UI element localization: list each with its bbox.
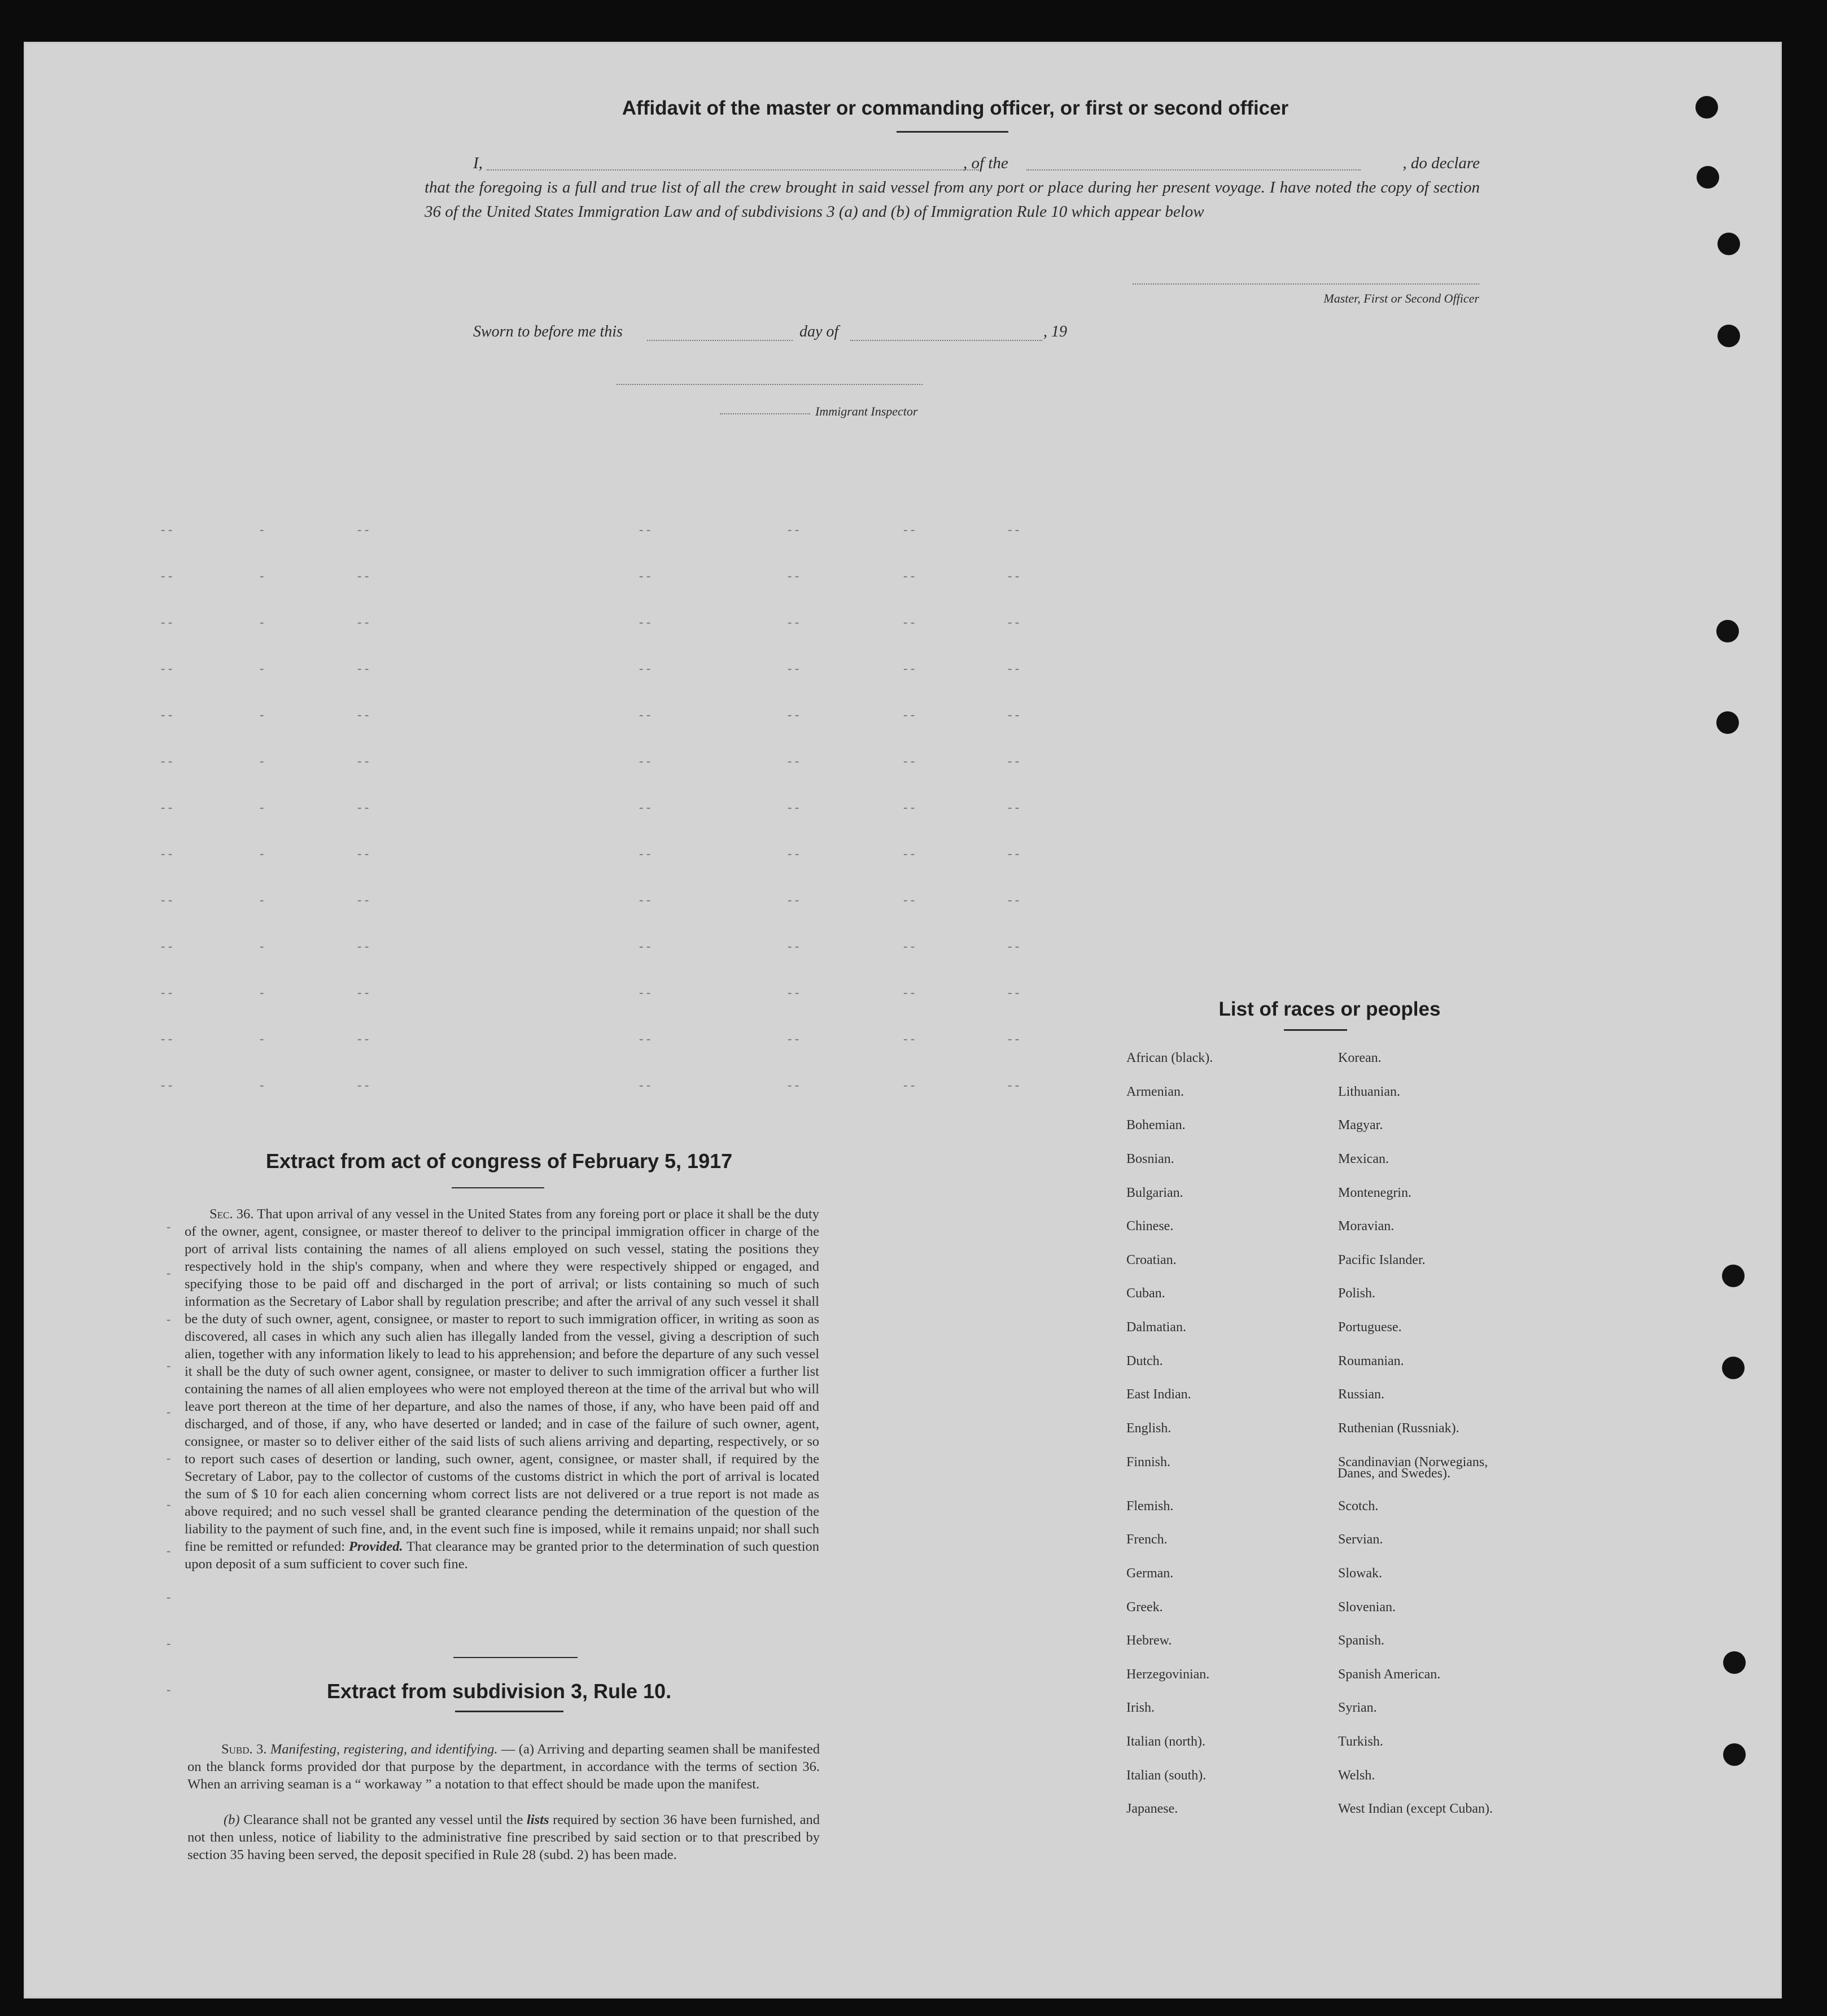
form-column-mark: - - bbox=[788, 1078, 799, 1092]
form-column-mark: - bbox=[167, 1358, 171, 1372]
form-column-mark: - - bbox=[639, 939, 651, 953]
race-item: Korean. bbox=[1338, 1051, 1382, 1065]
race-item: Bohemian. bbox=[1126, 1118, 1186, 1132]
form-column-mark: - - bbox=[903, 568, 915, 583]
binder-hole bbox=[1723, 1651, 1746, 1674]
race-item: Syrian. bbox=[1338, 1700, 1377, 1715]
form-column-mark: - bbox=[167, 1405, 171, 1419]
race-item: Scandinavian (Norwegians, bbox=[1338, 1455, 1488, 1470]
form-column-mark: - bbox=[260, 1031, 264, 1046]
provided-label: Provided. bbox=[348, 1539, 403, 1554]
form-column-mark: - bbox=[167, 1451, 171, 1465]
para-b-post: required by section 36 have been furnished, and not then unless, notice of liability to the administrative fine prescribed by said section or to that prescribed by section 35 having been served, the deposit specified in Rule 28 (subd. 2) has been made. bbox=[187, 1812, 820, 1862]
form-column-mark: - - bbox=[903, 1078, 915, 1092]
race-item: Dalmatian. bbox=[1126, 1320, 1186, 1335]
race-item: Slovenian. bbox=[1338, 1600, 1396, 1615]
race-item: Croatian. bbox=[1126, 1253, 1177, 1267]
form-column-mark: - bbox=[260, 522, 264, 536]
form-column-mark: - - bbox=[639, 800, 651, 814]
form-column-mark: - - bbox=[903, 615, 915, 629]
do-declare-label: , do declare bbox=[1402, 154, 1480, 172]
form-column-mark: - - bbox=[357, 754, 369, 768]
form-column-mark: - - bbox=[788, 846, 799, 860]
sec-36-body: That upon arrival of any vessel in the United States from any foreing port or place it shall be the duty of the owner, agent, consignee, or master thereof to deliver to the principal immigration officer in charge of the port of arrival lists containing the names of all aliens employed on such vessel, stating the positions they respectively hold in the ship's company, when and where they were respectively shipped or engaged, and specifying those to be paid off and discharged in the port of arrival; or lists containing so much of such information as the Secretary of Labor shall by regulation prescribe; and after the arrival of any such vessel it shall be the duty of such owner, agent, consignee, or master to report to such immigration officer, in writing as soon as discovered, all cases in which any such alien has illegally landed from the vessel, giving a description of such alien, together with any information likely to lead to his apprehension; and before the departure of any such vessel it shall be the duty of such owner agent, consignee, or master to deliver to such immigration officer a further list containing the names of all alien employees who were not employed thereon at the time of the arrival but who will leave port thereon at the time of her departure, and also the names of those, if any, who have been paid off and discharged, and of those, if any, who have deserted or landed; and in case of the failure of such owner, agent, consignee, or master so to deliver either of the said lists of such aliens arriving and departing, respectively, or so to report such cases of desertion or landing, such owner, agent, consignee, or master shall, if required by the Secretary of Labor, pay to the collector of customs of the customs district in which the port of arrival is located the sum of $ 10 for each alien concerning whom correct lists are not delivered or a true report is not made as above required; and no such vessel shall be granted clearance pending the determination of the question of the liability to the payment of such fine, and, in the event such fine is imposed, while it remains unpaid; nor shall such fine be remitted or refunded: bbox=[185, 1206, 819, 1554]
race-item: Irish. bbox=[1126, 1700, 1155, 1715]
race-item: Cuban. bbox=[1126, 1286, 1165, 1301]
form-column-mark: - - bbox=[1008, 985, 1020, 999]
form-column-mark: - - bbox=[357, 846, 369, 860]
race-item: Greek. bbox=[1126, 1600, 1163, 1615]
form-column-mark: - - bbox=[161, 985, 173, 999]
form-column-mark: - - bbox=[1008, 754, 1020, 768]
form-column-mark: - - bbox=[357, 985, 369, 999]
para-a-label: — (a) bbox=[501, 1742, 534, 1757]
declaration-line-one bbox=[473, 151, 1480, 176]
form-column-mark: - bbox=[260, 800, 264, 814]
race-item: Italian (south). bbox=[1126, 1768, 1207, 1783]
form-column-mark: - bbox=[260, 846, 264, 860]
form-column-mark: - - bbox=[1008, 893, 1020, 907]
binder-hole bbox=[1723, 1743, 1746, 1766]
form-column-mark: - - bbox=[639, 568, 651, 583]
binder-hole bbox=[1695, 96, 1718, 119]
race-item: Flemish. bbox=[1126, 1499, 1174, 1514]
binder-hole bbox=[1722, 1265, 1745, 1287]
form-column-mark: - - bbox=[639, 661, 651, 675]
sec-36-body-end: That clearance may be granted prior to the determination of such question upon deposit of a sum sufficient to cover such fine. bbox=[185, 1539, 819, 1572]
race-item: Lithuanian. bbox=[1338, 1084, 1400, 1099]
form-column-mark: - - bbox=[788, 1031, 799, 1046]
form-column-mark: - bbox=[167, 1636, 171, 1650]
form-column-mark: - - bbox=[639, 754, 651, 768]
form-column-mark: - - bbox=[788, 754, 799, 768]
race-item: Hebrew. bbox=[1126, 1633, 1172, 1648]
form-column-mark: - - bbox=[1008, 939, 1020, 953]
form-column-mark: - - bbox=[357, 615, 369, 629]
race-item: Mexican. bbox=[1338, 1152, 1389, 1166]
form-column-mark: - bbox=[260, 893, 264, 907]
race-item: German. bbox=[1126, 1566, 1174, 1581]
form-column-mark: - - bbox=[639, 893, 651, 907]
form-column-mark: - - bbox=[903, 985, 915, 999]
extract-rule-title-rule bbox=[455, 1711, 563, 1712]
subd-heading: Manifesting, registering, and identifying. bbox=[270, 1742, 498, 1757]
form-column-mark: - - bbox=[357, 1031, 369, 1046]
form-column-mark: - - bbox=[161, 568, 173, 583]
race-item: East Indian. bbox=[1126, 1387, 1191, 1402]
binder-hole bbox=[1716, 620, 1739, 642]
officer-signature-label: Master, First or Second Officer bbox=[1323, 291, 1479, 305]
form-column-mark: - - bbox=[357, 707, 369, 721]
binder-hole bbox=[1717, 233, 1740, 255]
form-column-mark: - bbox=[260, 754, 264, 768]
inspector-label: Immigrant Inspector bbox=[815, 404, 918, 418]
sec-label: Sec. 36. bbox=[209, 1206, 254, 1222]
form-column-mark: - bbox=[260, 939, 264, 953]
form-column-mark: - - bbox=[788, 707, 799, 721]
form-column-mark: - - bbox=[161, 893, 173, 907]
form-column-mark: - - bbox=[903, 846, 915, 860]
form-column-mark: - - bbox=[357, 939, 369, 953]
extract-rule-title: Extract from subdivision 3, Rule 10. bbox=[326, 1680, 672, 1703]
form-column-mark: - bbox=[260, 661, 264, 675]
form-column-mark: - - bbox=[1008, 615, 1020, 629]
form-column-mark: - bbox=[260, 707, 264, 721]
race-item: Portuguese. bbox=[1338, 1320, 1402, 1335]
form-column-mark: - - bbox=[903, 707, 915, 721]
form-column-mark: - - bbox=[1008, 568, 1020, 583]
form-column-mark: - - bbox=[1008, 1031, 1020, 1046]
form-column-mark: - bbox=[167, 1219, 171, 1234]
race-item: Ruthenian (Russniak). bbox=[1338, 1421, 1459, 1436]
form-column-mark: - bbox=[167, 1682, 171, 1696]
race-item: Roumanian. bbox=[1338, 1354, 1404, 1368]
inspector-lead-dots bbox=[720, 413, 810, 414]
para-b-pre: Clearance shall not be granted any vessel until the bbox=[243, 1812, 523, 1827]
officer-name-field[interactable] bbox=[487, 169, 979, 170]
vessel-name-field[interactable] bbox=[1026, 169, 1361, 170]
race-item: English. bbox=[1126, 1421, 1172, 1436]
extract-act-rule bbox=[452, 1187, 544, 1188]
form-column-mark: - - bbox=[788, 615, 799, 629]
form-column-mark: - - bbox=[639, 615, 651, 629]
form-column-mark: - - bbox=[161, 846, 173, 860]
race-item: Scotch. bbox=[1338, 1499, 1379, 1514]
binder-hole bbox=[1697, 166, 1719, 189]
form-column-mark: - - bbox=[1008, 800, 1020, 814]
form-column-mark: - - bbox=[788, 800, 799, 814]
officer-signature-field[interactable] bbox=[1133, 283, 1479, 285]
form-column-mark: - - bbox=[903, 522, 915, 536]
subdivision-b-text bbox=[187, 1811, 820, 1864]
form-column-mark: - - bbox=[161, 1078, 173, 1092]
form-column-mark: - - bbox=[161, 1031, 173, 1046]
form-column-mark: - bbox=[260, 615, 264, 629]
race-item: Italian (north). bbox=[1126, 1734, 1205, 1749]
binder-hole bbox=[1722, 1357, 1745, 1379]
race-item: Slowak. bbox=[1338, 1566, 1382, 1581]
race-item: French. bbox=[1126, 1532, 1168, 1547]
form-column-mark: - bbox=[167, 1543, 171, 1558]
form-column-mark: - bbox=[167, 1497, 171, 1511]
form-column-mark: - - bbox=[161, 707, 173, 721]
form-column-mark: - bbox=[167, 1266, 171, 1280]
race-item: Pacific Islander. bbox=[1338, 1253, 1426, 1267]
race-item: Spanish American. bbox=[1338, 1667, 1441, 1682]
form-column-mark: - - bbox=[788, 939, 799, 953]
form-column-mark: - - bbox=[161, 800, 173, 814]
binder-hole bbox=[1717, 325, 1740, 347]
para-b-lists: lists bbox=[526, 1812, 549, 1827]
inspector-signature-field[interactable] bbox=[617, 384, 923, 385]
extract-act-title: Extract from act of congress of February 5, 1917 bbox=[265, 1149, 733, 1173]
form-column-mark: - - bbox=[639, 985, 651, 999]
declaration-text: that the foregoing is a full and true list of all the crew brought in said vessel from any port or place during her present voyage. I have noted the copy of section 36 of the United States Immigration Law and of subdivisions 3 (a) and (b) of Immigration Rule 10 which appear below bbox=[425, 178, 1480, 221]
form-column-mark: - - bbox=[639, 522, 651, 536]
races-title: List of races or peoples bbox=[1218, 998, 1441, 1020]
sworn-line bbox=[473, 323, 1094, 346]
race-item: African (black). bbox=[1126, 1051, 1213, 1065]
section-36-text bbox=[185, 1205, 819, 1573]
form-column-mark: - - bbox=[161, 939, 173, 953]
form-column-mark: - - bbox=[1008, 707, 1020, 721]
form-column-mark: - - bbox=[357, 893, 369, 907]
subdivision-a-text bbox=[187, 1741, 820, 1793]
race-item: Polish. bbox=[1338, 1286, 1376, 1301]
sworn-month-field[interactable] bbox=[850, 340, 1042, 341]
form-column-mark: - - bbox=[639, 846, 651, 860]
extract-separator-rule bbox=[453, 1657, 578, 1658]
race-item: Magyar. bbox=[1338, 1118, 1383, 1132]
form-column-mark: - - bbox=[903, 754, 915, 768]
race-item: Servian. bbox=[1338, 1532, 1383, 1547]
race-item: Turkish. bbox=[1338, 1734, 1383, 1749]
race-item: Chinese. bbox=[1126, 1219, 1174, 1234]
sworn-prefix: Sworn to before me this bbox=[473, 323, 623, 340]
form-column-mark: - - bbox=[357, 661, 369, 675]
form-column-mark: - - bbox=[1008, 1078, 1020, 1092]
form-column-mark: - - bbox=[161, 522, 173, 536]
form-column-mark: - - bbox=[903, 893, 915, 907]
form-column-mark: - - bbox=[788, 661, 799, 675]
form-column-mark: - - bbox=[903, 1031, 915, 1046]
subd-label: Subd. 3. bbox=[221, 1742, 267, 1757]
affidavit-title-rule bbox=[897, 131, 1008, 133]
races-title-rule bbox=[1284, 1029, 1347, 1031]
race-item: Japanese. bbox=[1126, 1801, 1178, 1816]
form-column-mark: - - bbox=[1008, 522, 1020, 536]
race-item: Russian. bbox=[1338, 1387, 1385, 1402]
binder-hole bbox=[1716, 711, 1739, 734]
race-item-continuation: Danes, and Swedes). bbox=[1338, 1466, 1450, 1481]
form-column-mark: - - bbox=[161, 754, 173, 768]
race-item: Herzegovinian. bbox=[1126, 1667, 1210, 1682]
form-column-mark: - bbox=[167, 1590, 171, 1604]
form-column-mark: - - bbox=[1008, 846, 1020, 860]
para-a-text: Arriving and departing seamen shall be manifested on the blanck forms provided dor that purpose by the department, in accordance with the terms of section 36. When an arriving seaman is a “ workaway ” a notation to that effect should be made upon the manifest. bbox=[187, 1742, 820, 1792]
day-of-label: day of bbox=[799, 323, 839, 340]
form-column-mark: - bbox=[260, 568, 264, 583]
form-column-mark: - - bbox=[903, 800, 915, 814]
race-item: Moravian. bbox=[1338, 1219, 1395, 1234]
form-column-mark: - - bbox=[639, 1031, 651, 1046]
form-column-mark: - - bbox=[788, 522, 799, 536]
form-column-mark: - - bbox=[357, 1078, 369, 1092]
affidavit-title: Affidavit of the master or commanding officer, or first or second officer bbox=[622, 97, 1289, 119]
form-column-mark: - - bbox=[357, 568, 369, 583]
race-item: Armenian. bbox=[1126, 1084, 1184, 1099]
form-column-mark: - - bbox=[788, 893, 799, 907]
of-the-label: , of the bbox=[963, 154, 1008, 172]
race-item: Montenegrin. bbox=[1338, 1186, 1411, 1200]
race-item: Bosnian. bbox=[1126, 1152, 1174, 1166]
form-column-mark: - - bbox=[903, 661, 915, 675]
race-item: Finnish. bbox=[1126, 1455, 1171, 1470]
form-column-mark: - - bbox=[1008, 661, 1020, 675]
form-column-mark: - - bbox=[903, 939, 915, 953]
year-label: , 19 bbox=[1043, 323, 1067, 340]
form-column-mark: - - bbox=[161, 661, 173, 675]
form-column-mark: - - bbox=[788, 985, 799, 999]
race-item: Spanish. bbox=[1338, 1633, 1385, 1648]
form-column-mark: - - bbox=[639, 707, 651, 721]
race-item: Dutch. bbox=[1126, 1354, 1163, 1368]
form-column-mark: - bbox=[260, 1078, 264, 1092]
form-column-mark: - - bbox=[161, 615, 173, 629]
race-item: West Indian (except Cuban). bbox=[1338, 1801, 1493, 1816]
form-column-mark: - - bbox=[357, 800, 369, 814]
form-column-mark: - bbox=[260, 985, 264, 999]
form-column-mark: - bbox=[167, 1312, 171, 1326]
race-item: Welsh. bbox=[1338, 1768, 1375, 1783]
form-column-mark: - - bbox=[357, 522, 369, 536]
form-column-mark: - - bbox=[639, 1078, 651, 1092]
sworn-day-field[interactable] bbox=[647, 340, 793, 341]
i-label: I, bbox=[473, 154, 483, 172]
para-b-label: (b) bbox=[224, 1812, 240, 1827]
form-column-mark: - - bbox=[788, 568, 799, 583]
race-item: Bulgarian. bbox=[1126, 1186, 1183, 1200]
